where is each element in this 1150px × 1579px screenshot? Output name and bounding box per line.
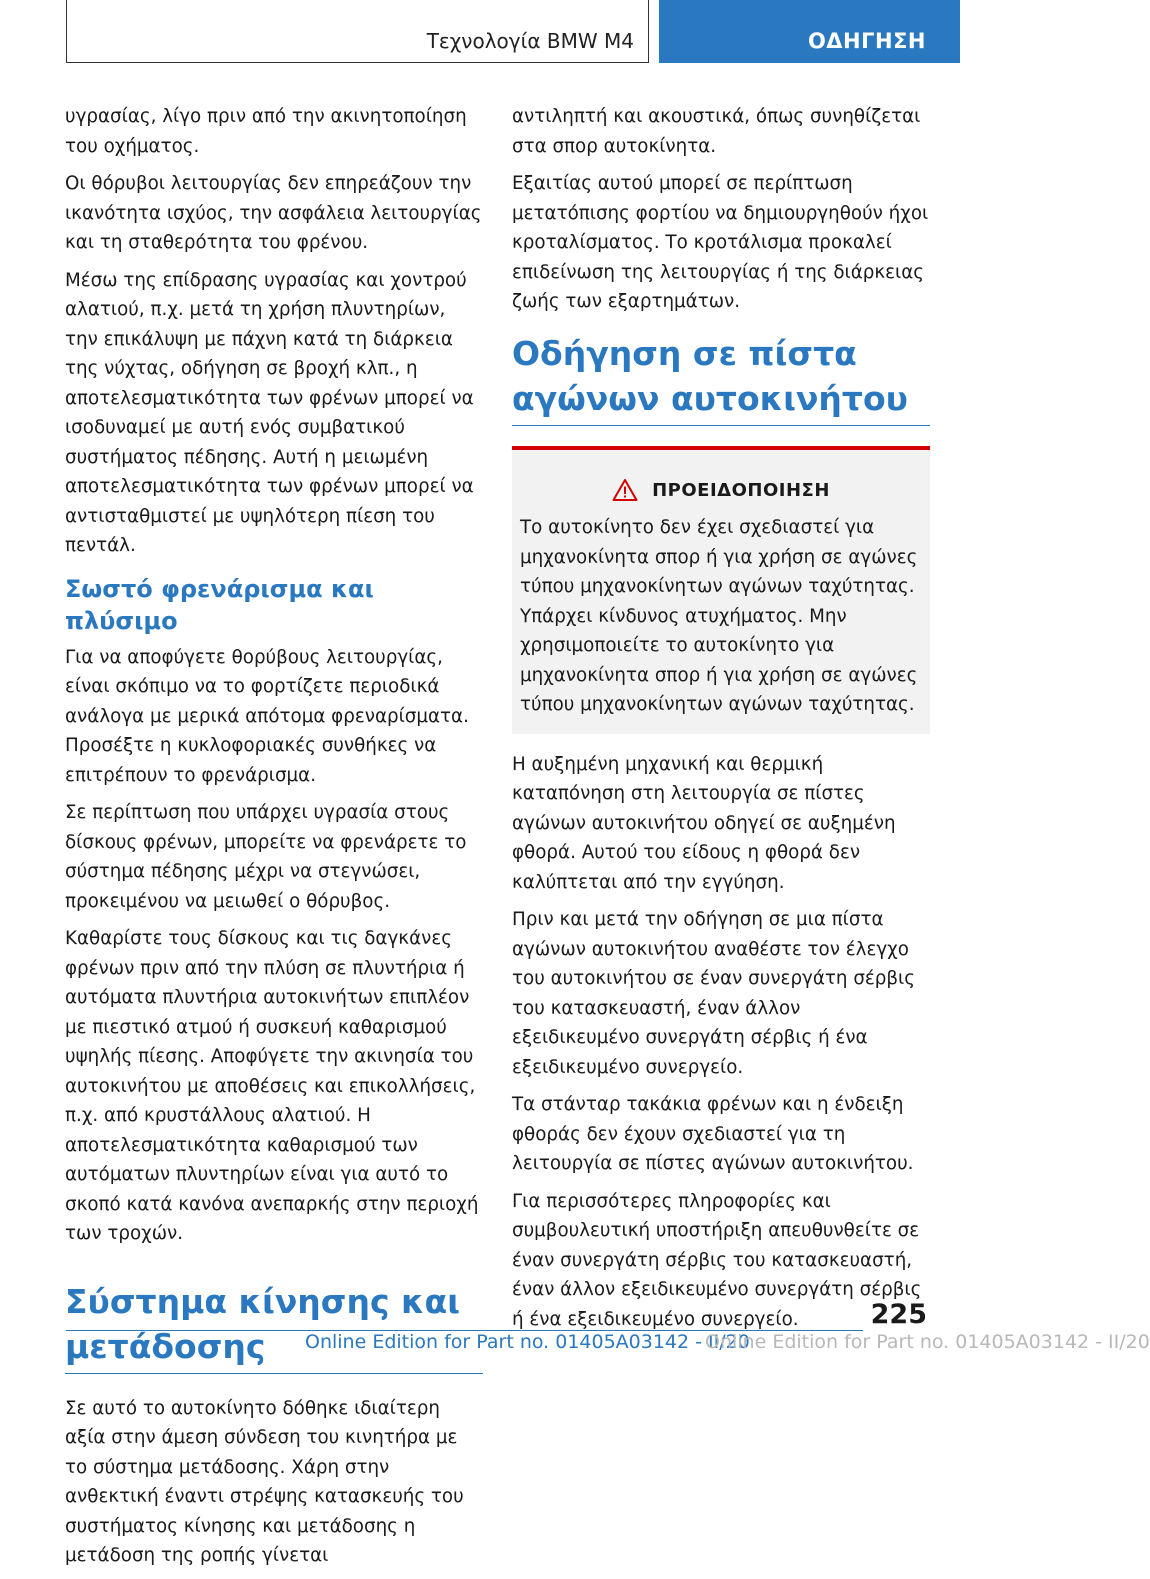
paragraph: αντιληπτή και ακουστικά, όπως συνηθίζεται στα σπορ αυτοκίνητα. <box>512 106 921 157</box>
warning-box <box>512 446 930 734</box>
paragraph: Για να αποφύγετε θορύβους λειτουργίας, είναι σκόπιμο να το φορτίζετε περιοδικά ανάλογα με μερικά απότομα φρεναρίσματα. Προσέξτε η κυκλοφοριακές συνθήκες να επιτρέπουν το φρενάρισμα. <box>65 646 469 786</box>
document-title: Τεχνολογία BMW M4 <box>426 29 634 53</box>
heading-divider <box>512 425 930 426</box>
paragraph: Μέσω της επίδρασης υγρασίας και χοντρού αλατιού, π.χ. μετά τη χρήση πλυντηρίων, την επικάλυψη με πάχνη κατά τη διάρκεια της νύχτας, οδήγηση σε βροχή κλπ., η αποτελεσματικότητα των φρένων μπορεί να ισοδυναμεί με αυτή ενός συμβατικού συστήματος πέδησης. Αυτή η μειωμένη αποτελεσματικότητα των φρένων μπορεί να αντισταθμιστεί με υψηλότερη πίεση του πεντάλ. <box>65 269 474 556</box>
paragraph: Για περισσότερες πληροφορίες και συμβουλευτική υποστήριξη απευθυνθείτε σε έναν συνεργάτη σέρβις του κατασκευαστή, έναν άλλον εξειδικευμένο συνεργάτη σέρβις ή ένα εξειδικευμένο συνεργείο. <box>512 1190 922 1330</box>
header-section-tab <box>659 0 960 63</box>
warning-text: Το αυτοκίνητο δεν έχει σχεδιαστεί για μηχανοκίνητα σπορ ή για χρήση σε αγώνες τύπου μηχανοκίνητων αγώνων ταχύτητας. Υπάρχει κίνδυνος ατυχήματος. Μην χρησιμοποιείτε το αυτοκίνητο για μηχανοκίνητα σπορ ή για χρήση σε αγώνες τύπου μηχανοκίνητων αγώνων ταχύτητας. <box>520 517 918 715</box>
paragraph: Σε αυτό το αυτοκίνητο δόθηκε ιδιαίτερη αξία στην άμεση σύνδεση του κινητήρα με το σύστημα μετάδοσης. Χάρη στην ανθεκτική έναντι στρέψης κατασκευής του συστήματος κίνησης και μετάδοσης η μετάδοση της ροπής γίνεται <box>65 1397 464 1566</box>
footer-edition-text: Online Edition for Part no. 01405A03142 - II/20 <box>305 1331 750 1353</box>
footer-watermark: Online Edition for Part no. 01405A03142 - II/20 <box>705 1331 1150 1353</box>
warning-header <box>520 476 922 506</box>
paragraph: Οι θόρυβοι λειτουργίας δεν επηρεάζουν την ικανότητα ισχύος, την ασφάλεια λειτουργίας και τη σταθερότητα του φρένου. <box>65 173 482 253</box>
warning-triangle-icon <box>612 478 638 502</box>
paragraph: Σε περίπτωση που υπάρχει υγρασία στους δίσκους φρένων, μπορείτε να φρενάρετε το σύστημα πέδησης μέχρι να στεγνώσει, προκειμένου να μειωθεί ο θόρυβος. <box>65 802 467 912</box>
left-column <box>65 102 483 1579</box>
paragraph: Εξαιτίας αυτού μπορεί σε περίπτωση μετατόπισης φορτίου να δημιουργηθούν ήχοι κροταλίσματος. Το κροτάλισμα προκαλεί επιδείνωση της λειτουργίας ή της διάρκειας ζωής των εξαρτημάτων. <box>512 173 929 312</box>
paragraph: Πριν και μετά την οδήγηση σε μια πίστα αγώνων αυτοκινήτου αναθέστε τον έλεγχο του αυτοκινήτου σε έναν συνεργάτη σέρβις του κατασκευαστή, έναν άλλον εξειδικευμένο συνεργάτη σέρβις ή ένα εξειδικευμένο συνεργείο. <box>512 909 915 1078</box>
paragraph: Τα στάνταρ τακάκια φρένων και η ένδειξη φθοράς δεν έχουν σχεδιαστεί για τη λειτουργία σε πίστες αγώνων αυτοκινήτου. <box>512 1094 914 1174</box>
paragraph: Καθαρίστε τους δίσκους και τις δαγκάνες φρένων πριν από την πλύση σε πλυντήρια ή αυτόματα πλυντήρια αυτοκινήτων επιπλέον με πιεστικό ατμού ή συσκευή καθαρισμού υψηλής πίεσης. Αποφύγετε την ακινησία του αυτοκινήτου με αποθέσεις και επικολλήσεις, π.χ. από κρυστάλλους αλατιού. Η αποτελεσματικότητα καθαρισμού των αυτόματων πλυντηρίων είναι για αυτό το σκοπό κατά κανόνα ανεπαρκής στην περιοχή των τροχών. <box>65 928 479 1244</box>
section-heading-drivetrain: Σύστημα κίνησης και μετάδοσης <box>65 1281 461 1366</box>
header-title-tab <box>66 0 649 63</box>
section-label: ΟΔΗΓΗΣΗ <box>807 29 926 53</box>
paragraph: υγρασίας, λίγο πριν από την ακινητοποίηση του οχήματος. <box>65 106 467 157</box>
page-number: 225 <box>870 1299 927 1330</box>
paragraph: Η αυξημένη μηχανική και θερμική καταπόνηση στη λειτουργία σε πίστες αγώνων αυτοκινήτου οδηγεί σε αυξημένη φθορά. Αυτού του είδους η φθορά δεν καλύπτεται από την εγγύηση. <box>512 753 896 893</box>
warning-title: ΠΡΟΕΙΔΟΠΟΙΗΣΗ <box>652 479 830 501</box>
subheading-braking-washing: Σωστό φρενάρισμα και πλύσιμο <box>65 574 374 635</box>
section-heading-race-track: Οδήγηση σε πίστα αγώνων αυτοκινήτου <box>512 333 908 418</box>
right-column <box>512 102 930 1342</box>
heading-divider <box>65 1373 483 1374</box>
